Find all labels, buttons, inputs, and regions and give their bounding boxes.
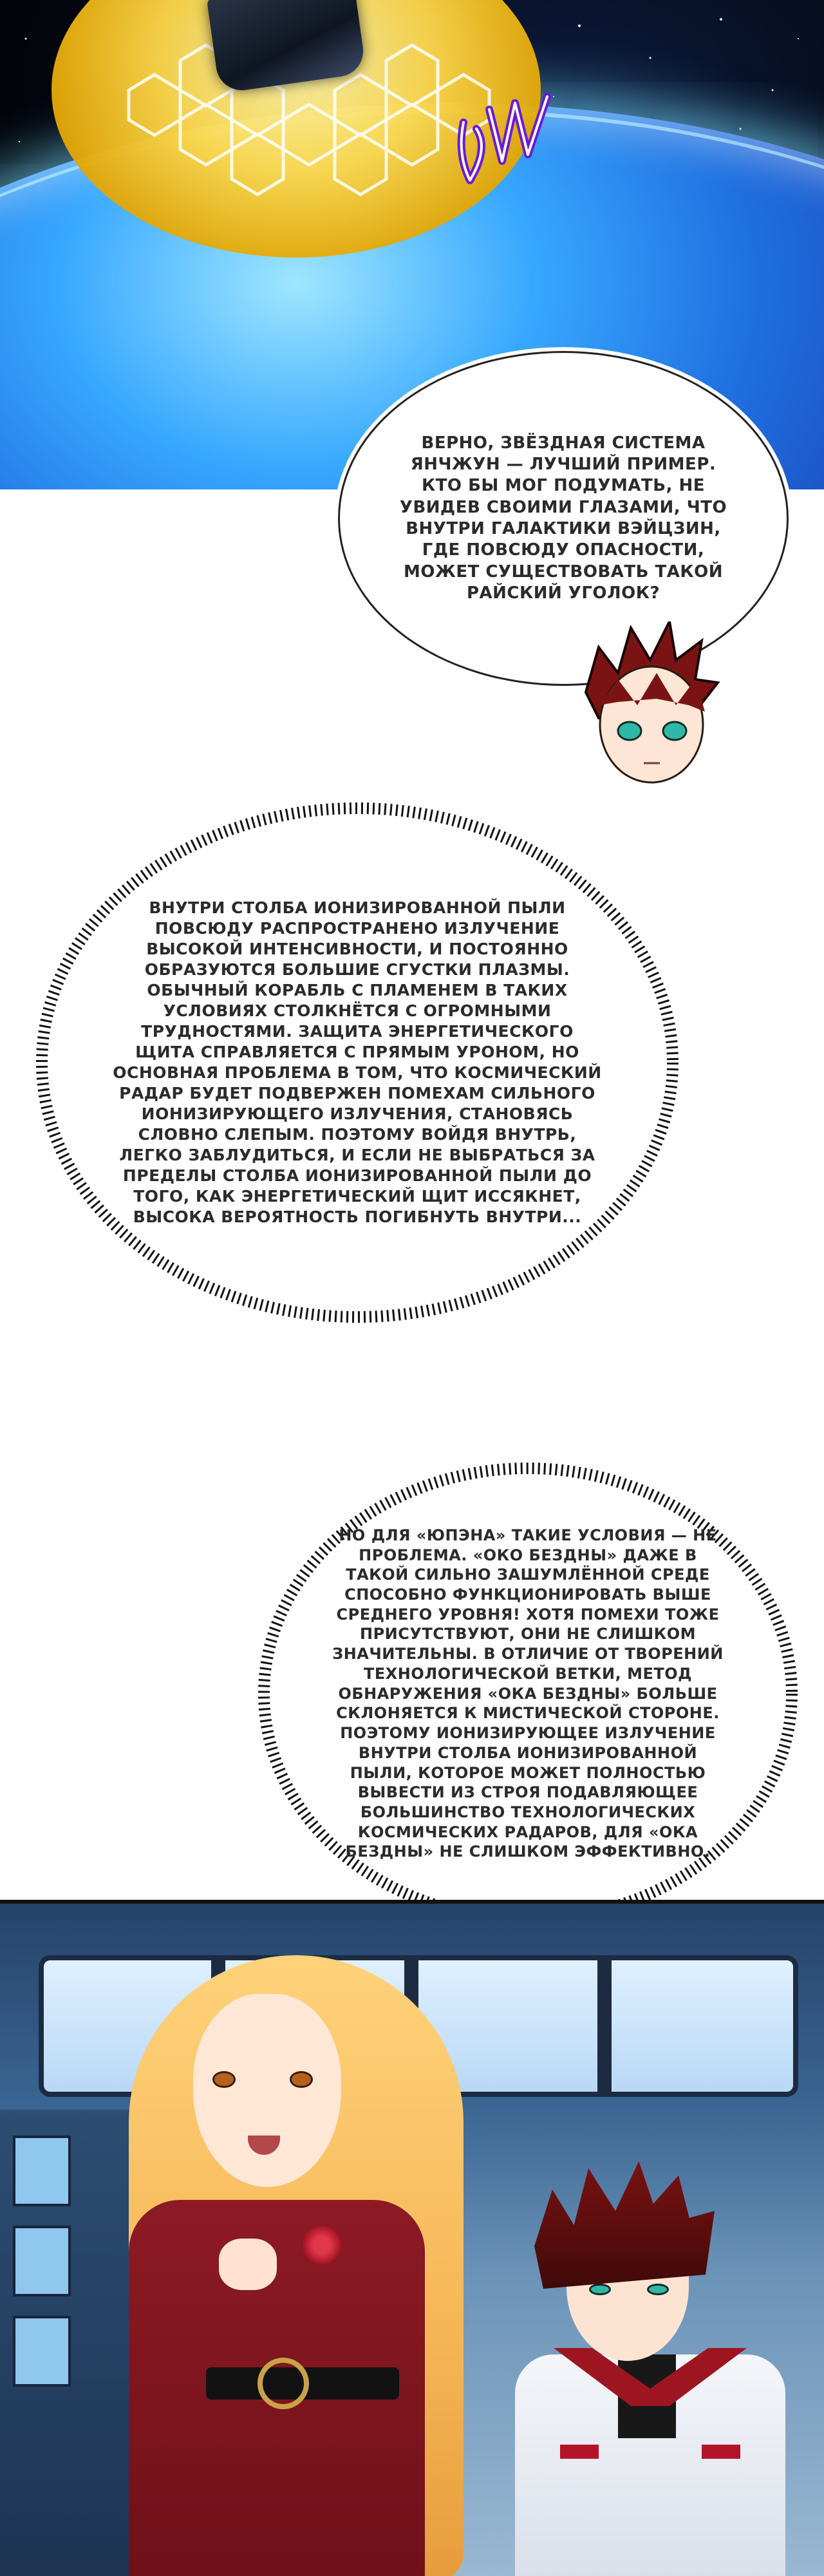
speech-bubble-3: [258, 1462, 798, 1926]
speech-bubble-1-text: ВЕРНО, ЗВЁЗДНАЯ СИСТЕМА ЯНЧЖУН — ЛУЧШИЙ ПРИМЕР. КТО БЫ МОГ ПОДУМАТЬ, НЕ УВИДЕВ СВОИМИ ГЛАЗАМИ, ЧТО ВНУТРИ ГАЛАКТИКИ ВЭЙЦЗИН, ГДЕ ПОВСЮДУ ОПАСНОСТИ, МОЖЕТ СУЩЕСТВОВАТЬ ТАКОЙ РАЙСКИЙ УГОЛОК?: [399, 433, 727, 603]
girl-hand: [219, 2239, 277, 2290]
speech-bubble-1: [338, 351, 789, 686]
boy-head-small: [579, 621, 721, 789]
speech-bubble-2: [32, 799, 682, 1327]
boy-eye-right: [647, 2284, 669, 2295]
speech-bubble-3-text: НО ДЛЯ «ЮПЭНА» ТАКИЕ УСЛОВИЯ — НЕ ПРОБЛЕМА. «ОКО БЕЗДНЫ» ДАЖЕ В ТАКОЙ СИЛЬНО ЗАШУМЛЁННОЙ СРЕДЕ СПОСОБНО ФУНКЦИОНИРОВАТЬ ВЫШЕ СРЕДНЕГО УРОВНЯ! ХОТЯ ПОМЕХИ ТОЖЕ ПРИСУТСТВУЮТ, ОНИ НЕ СЛИШКОМ ЗНАЧИТЕЛЬНЫ. В ОТЛИЧИЕ ОТ ТВОРЕНИЙ ТЕХНОЛОГИЧЕСКОЙ ВЕТКИ, МЕТОД ОБНАРУЖЕНИЯ «ОКА БЕЗДНЫ» БОЛЬШЕ СКЛОНЯЕТСЯ К МИСТИЧЕСКОЙ СТОРОНЕ. ПОЭТОМУ ИОНИЗИРУЮЩЕЕ ИЗЛУЧЕНИЕ ВНУТРИ СТОЛБА ИОНИЗИРОВАННОЙ ПЫЛИ, КОТОРОЕ МОЖЕТ ПОЛНОСТЬЮ ВЫВЕСТИ ИЗ СТРОЯ ПОДАВЛЯЮЩЕЕ БОЛЬШИНСТВО ТЕХНОЛОГИЧЕСКИХ КОСМИЧЕСКИХ РАДАРОВ, ДЛЯ «ОКА БЕЗДНЫ» НЕ СЛИШКОМ ЭФФЕКТИВНО.: [332, 1526, 724, 1861]
girl-eye-right: [290, 2071, 313, 2088]
girl-eye-left: [212, 2071, 236, 2088]
belt-buckle: [258, 2358, 309, 2409]
boy-eye-left: [589, 2284, 611, 2295]
sfx-lettering: [451, 84, 554, 200]
flower-brooch: [303, 2226, 341, 2264]
girl-face: [193, 1994, 341, 2187]
boy-stripe-right: [702, 2445, 740, 2459]
boy-stripe-left: [560, 2445, 599, 2459]
speech-bubble-2-text: ВНУТРИ СТОЛБА ИОНИЗИРОВАННОЙ ПЫЛИ ПОВСЮДУ РАСПРОСТРАНЕНО ИЗЛУЧЕНИЕ ВЫСОКОЙ ИНТЕНСИВНОСТИ, И ПОСТОЯННО ОБРАЗУЮТСЯ БОЛЬШИЕ СГУСТКИ ПЛАЗМЫ. ОБЫЧНЫЙ КОРАБЛЬ С ПЛАМЕНЕМ В ТАКИХ УСЛОВИЯХ СТОЛКНЁТСЯ С ОГРОМНЫМИ ТРУДНОСТЯМИ. ЗАЩИТА ЭНЕРГЕТИЧЕСКОГО ЩИТА СПРАВЛЯЕТСЯ С ПРЯМЫМ УРОНОМ, НО ОСНОВНАЯ ПРОБЛЕМА В ТОМ, ЧТО КОСМИЧЕСКИЙ РАДАР БУДЕТ ПОДВЕРЖЕН ПОМЕХАМ СИЛЬНОГО ИОНИЗИРУЮЩЕГО ИЗЛУЧЕНИЯ, СТАНОВЯСЬ СЛОВНО СЛЕПЫМ. ПОЭТОМУ ВОЙДЯ ВНУТРЬ, ЛЕГКО ЗАБЛУДИТЬСЯ, И ЕСЛИ НЕ ВЫБРАТЬСЯ ЗА ПРЕДЕЛЫ СТОЛБА ИОНИЗИРОВАННОЙ ПЫЛИ ДО ТОГО, КАК ЭНЕРГЕТИЧЕСКИЙ ЩИТ ИССЯКНЕТ, ВЫСОКА ВЕРОЯТНОСТЬ ПОГИБНУТЬ ВНУТРИ...: [113, 898, 602, 1226]
panel-ship-interior: [0, 1900, 824, 2576]
